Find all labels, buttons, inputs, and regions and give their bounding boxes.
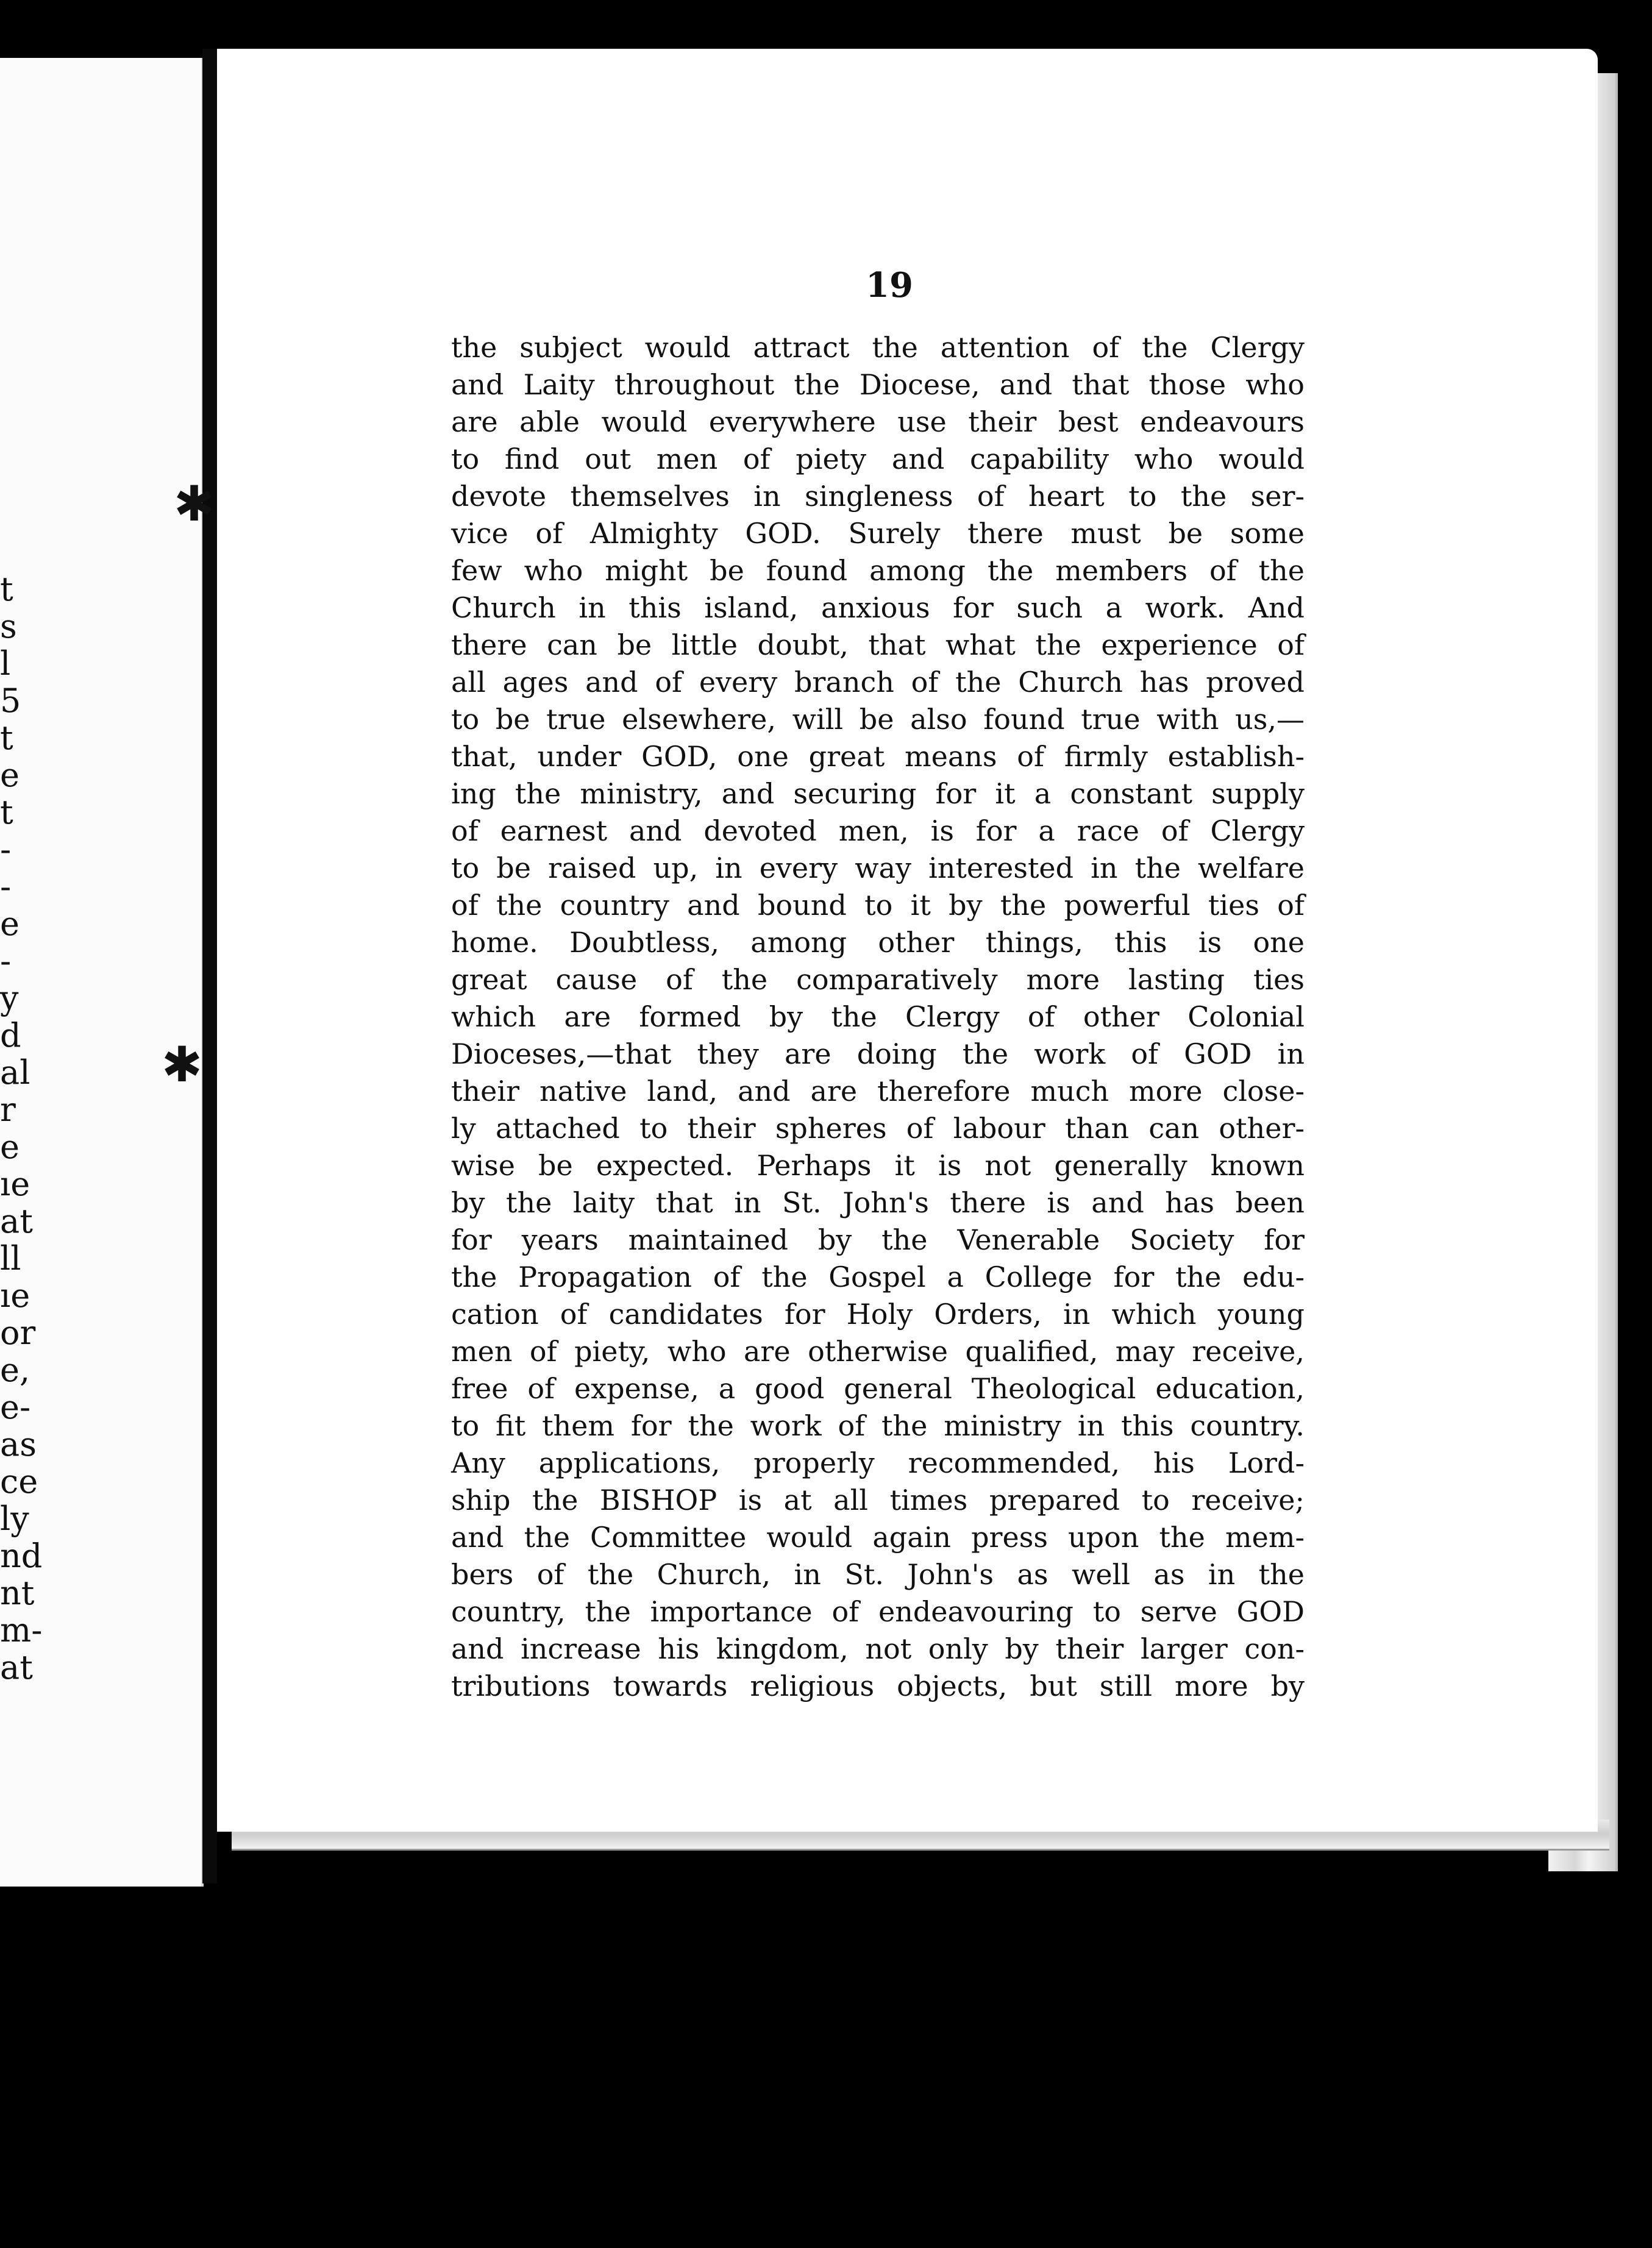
left-page-fragment: e- bbox=[0, 1388, 31, 1426]
left-page-fragment: nd bbox=[0, 1537, 43, 1575]
left-page-fragment: - bbox=[0, 942, 12, 980]
binding-gutter bbox=[202, 49, 217, 1883]
left-page-fragment: t bbox=[0, 570, 13, 608]
text-line: that, under GOD, one great means of firmly establish- bbox=[451, 740, 1305, 773]
left-facing-page bbox=[0, 58, 204, 1887]
text-line: the Propagation of the Gospel a College for the edu- bbox=[451, 1261, 1305, 1293]
text-line: to be raised up, in every way interested in the welfare bbox=[451, 852, 1305, 884]
text-line: tributions towards religious objects, but still more by bbox=[451, 1670, 1305, 1702]
text-line: which are formed by the Clergy of other Colonial bbox=[451, 1000, 1305, 1033]
page-number: 19 bbox=[866, 265, 913, 305]
left-page-fragment: ll bbox=[0, 1239, 21, 1278]
text-line: all ages and of every branch of the Church has proved bbox=[451, 666, 1305, 699]
left-page-fragment: e bbox=[0, 756, 20, 794]
left-page-fragment: - bbox=[0, 867, 12, 906]
text-line: and the Committee would again press upon the mem- bbox=[451, 1521, 1305, 1554]
text-line: Any applications, properly recommended, his Lord- bbox=[451, 1446, 1305, 1479]
text-line: of earnest and devoted men, is for a race of Clergy bbox=[451, 814, 1305, 847]
text-line: men of piety, who are otherwise qualified, may receive, bbox=[451, 1335, 1305, 1368]
text-line: and increase his kingdom, not only by their larger con- bbox=[451, 1632, 1305, 1665]
binding-stitch-mark: ✱ bbox=[162, 1036, 203, 1093]
left-page-fragment: r bbox=[0, 1090, 16, 1129]
left-page-fragment: t bbox=[0, 793, 13, 831]
left-page-fragment: 5 bbox=[0, 681, 21, 720]
text-line: ship the BISHOP is at all times prepared to receive; bbox=[451, 1484, 1305, 1517]
left-page-fragment: ce bbox=[0, 1462, 38, 1501]
text-line: cation of candidates for Holy Orders, in which young bbox=[451, 1298, 1305, 1331]
binding-stitch-mark: ✱ bbox=[174, 475, 215, 532]
text-line: to be true elsewhere, will be also found true with us,— bbox=[451, 703, 1305, 736]
left-page-fragment: ıe bbox=[0, 1276, 30, 1315]
text-line: are able would everywhere use their best endeavours bbox=[451, 405, 1305, 438]
text-line: bers of the Church, in St. John's as well as in the bbox=[451, 1558, 1305, 1591]
text-line: country, the importance of endeavouring to serve GOD bbox=[451, 1595, 1305, 1628]
body-text bbox=[451, 329, 1305, 1705]
text-line: by the laity that in St. John's there is and has been bbox=[451, 1186, 1305, 1219]
text-line: Dioceses,—that they are doing the work of GOD in bbox=[451, 1037, 1305, 1070]
left-page-fragment: y bbox=[0, 979, 19, 1017]
text-line: to fit them for the work of the ministry in this country. bbox=[451, 1409, 1305, 1442]
left-page-fragment: - bbox=[0, 830, 12, 869]
text-line: great cause of the comparatively more lasting ties bbox=[451, 963, 1305, 996]
left-page-fragment: at bbox=[0, 1202, 33, 1240]
left-page-fragment: e bbox=[0, 1128, 20, 1166]
left-page-fragment: e bbox=[0, 905, 20, 943]
text-line: Church in this island, anxious for such a work. And bbox=[451, 591, 1305, 624]
text-line: there can be little doubt, that what the experience of bbox=[451, 628, 1305, 661]
text-line: ing the ministry, and securing for it a constant supply bbox=[451, 777, 1305, 810]
left-page-fragment: e, bbox=[0, 1351, 30, 1389]
left-page-fragment: as bbox=[0, 1425, 37, 1464]
left-page-fragment: s bbox=[0, 607, 17, 646]
text-line: free of expense, a good general Theological education, bbox=[451, 1372, 1305, 1405]
text-line: to find out men of piety and capability who would bbox=[451, 443, 1305, 475]
left-page-fragment: d bbox=[0, 1016, 21, 1055]
left-page-fragment: al bbox=[0, 1053, 30, 1092]
left-page-fragment: nt bbox=[0, 1574, 35, 1612]
text-line: few who might be found among the members of the bbox=[451, 554, 1305, 587]
text-line: ly attached to their spheres of labour than can other- bbox=[451, 1112, 1305, 1145]
left-page-fragment: ıe bbox=[0, 1165, 30, 1203]
text-line: devote themselves in singleness of heart to the ser- bbox=[451, 480, 1305, 513]
text-line: the subject would attract the attention of the Clergy bbox=[451, 331, 1305, 364]
text-line: home. Doubtless, among other things, this is one bbox=[451, 926, 1305, 959]
left-page-fragment: at bbox=[0, 1648, 33, 1687]
text-line: of the country and bound to it by the powerful ties of bbox=[451, 889, 1305, 922]
text-line: their native land, and are therefore much more close- bbox=[451, 1075, 1305, 1108]
left-page-fragment: t bbox=[0, 719, 13, 757]
text-line: and Laity throughout the Diocese, and that those who bbox=[451, 368, 1305, 401]
text-line: for years maintained by the Venerable Society for bbox=[451, 1223, 1305, 1256]
left-page-fragment: or bbox=[0, 1314, 36, 1352]
text-line: wise be expected. Perhaps it is not generally known bbox=[451, 1149, 1305, 1182]
left-page-fragment: ly bbox=[0, 1499, 29, 1538]
left-page-fragment: l bbox=[0, 644, 11, 683]
left-page-fragment: m- bbox=[0, 1611, 43, 1649]
text-line: vice of Almighty GOD. Surely there must be some bbox=[451, 517, 1305, 550]
